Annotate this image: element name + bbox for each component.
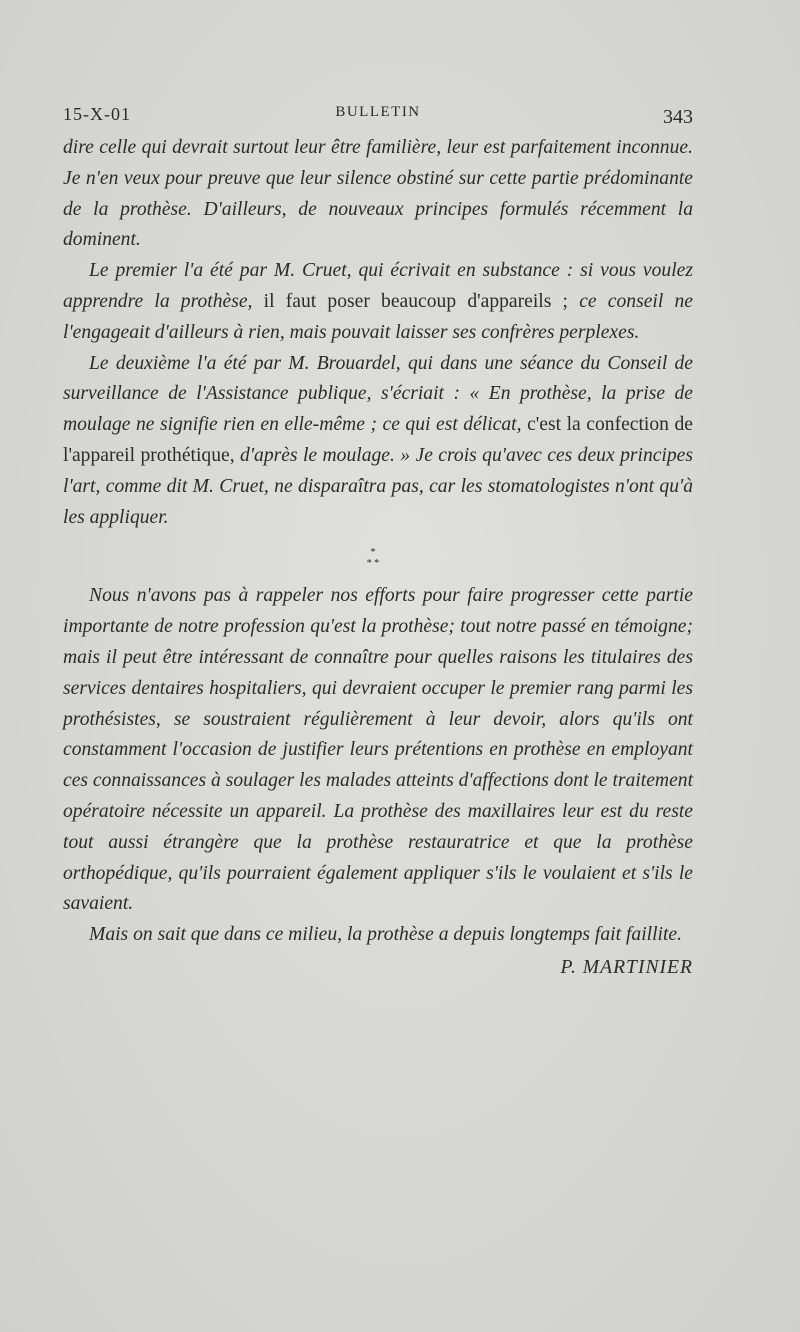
journal-title: BULLETIN xyxy=(335,104,421,120)
asterism-top: * xyxy=(370,547,376,559)
paragraph-continuation: dire celle qui devrait surtout leur être familière, leur est parfaitement inconnue. Je n'en veux pour preuve que leur silence obstiné sur cette partie prédominante de la prothèse. D'ailleurs, de nouveaux principes formulés récemment la dominent. xyxy=(63,137,693,251)
paragraph-cruet-part-3: ce conseil ne l'engageait d'ailleurs à rien, mais pouvait laisser ses confrères perplexes. xyxy=(63,290,693,343)
paragraph-cruet-part-2: il faut poser beaucoup d'appareils ; xyxy=(252,290,580,312)
paragraph-cruet xyxy=(63,256,693,348)
paragraph-brouardel xyxy=(63,349,693,534)
paragraph-brouardel-part-2: c'est la confection de l'appareil prothétique, xyxy=(63,414,693,466)
paragraph-cruet-part-1: Le premier l'a été par M. Cruet, qui écrivait en substance : si vous voulez apprendre la prothèse, xyxy=(63,260,693,312)
paragraph-efforts: Nous n'avons pas à rappeler nos efforts pour faire progresser cette partie importante de notre profession qu'est la prothèse; tout notre passé en témoigne; mais il peut être intéressant de connaître pour quelles raisons les titulaires des services dentaires hospitaliers, qui devraient occuper le premier rang parmi les prothésistes, se soustraient régulièrement à leur devoir, alors qu'ils ont constamment l'occasion de justifier leurs prétentions en prothèse en employant ces connaissances à soulager les malades atteints d'affections dont le traitement opératoire nécessite un appareil. La prothèse des maxillaires leur est du reste tout aussi étrangère que la prothèse restauratrice et que la prothèse orthopédique, qu'ils pourraient également appliquer s'ils le voulaient et s'ils le savaient. xyxy=(63,585,694,915)
asterism-divider xyxy=(58,547,688,569)
paragraph-conclusion: Mais on sait que dans ce milieu, la prothèse a depuis longtemps fait faillite. xyxy=(89,924,683,946)
article-body xyxy=(63,133,693,984)
page-number: 343 xyxy=(663,106,693,128)
paragraph-brouardel-part-1: Le deuxième l'a été par M. Brouardel, qui dans une séance du Conseil de surveillance de l'Assistance publique, s'écriait : « En prothèse, la prise de moulage ne signifie rien en elle-même ; ce qui est délicat, xyxy=(63,352,693,436)
asterism-bottom: * * xyxy=(366,558,380,570)
author-signature: P. MARTINIER xyxy=(560,956,693,978)
running-head xyxy=(63,100,693,130)
paragraph-brouardel-part-3: d'après le moulage. » Je crois qu'avec ces deux principes l'art, comme dit M. Cruet, ne disparaîtra pas, car les stomatologistes n'ont qu'à les appliquer. xyxy=(63,444,693,528)
issue-date: 15-X-01 xyxy=(63,104,131,124)
